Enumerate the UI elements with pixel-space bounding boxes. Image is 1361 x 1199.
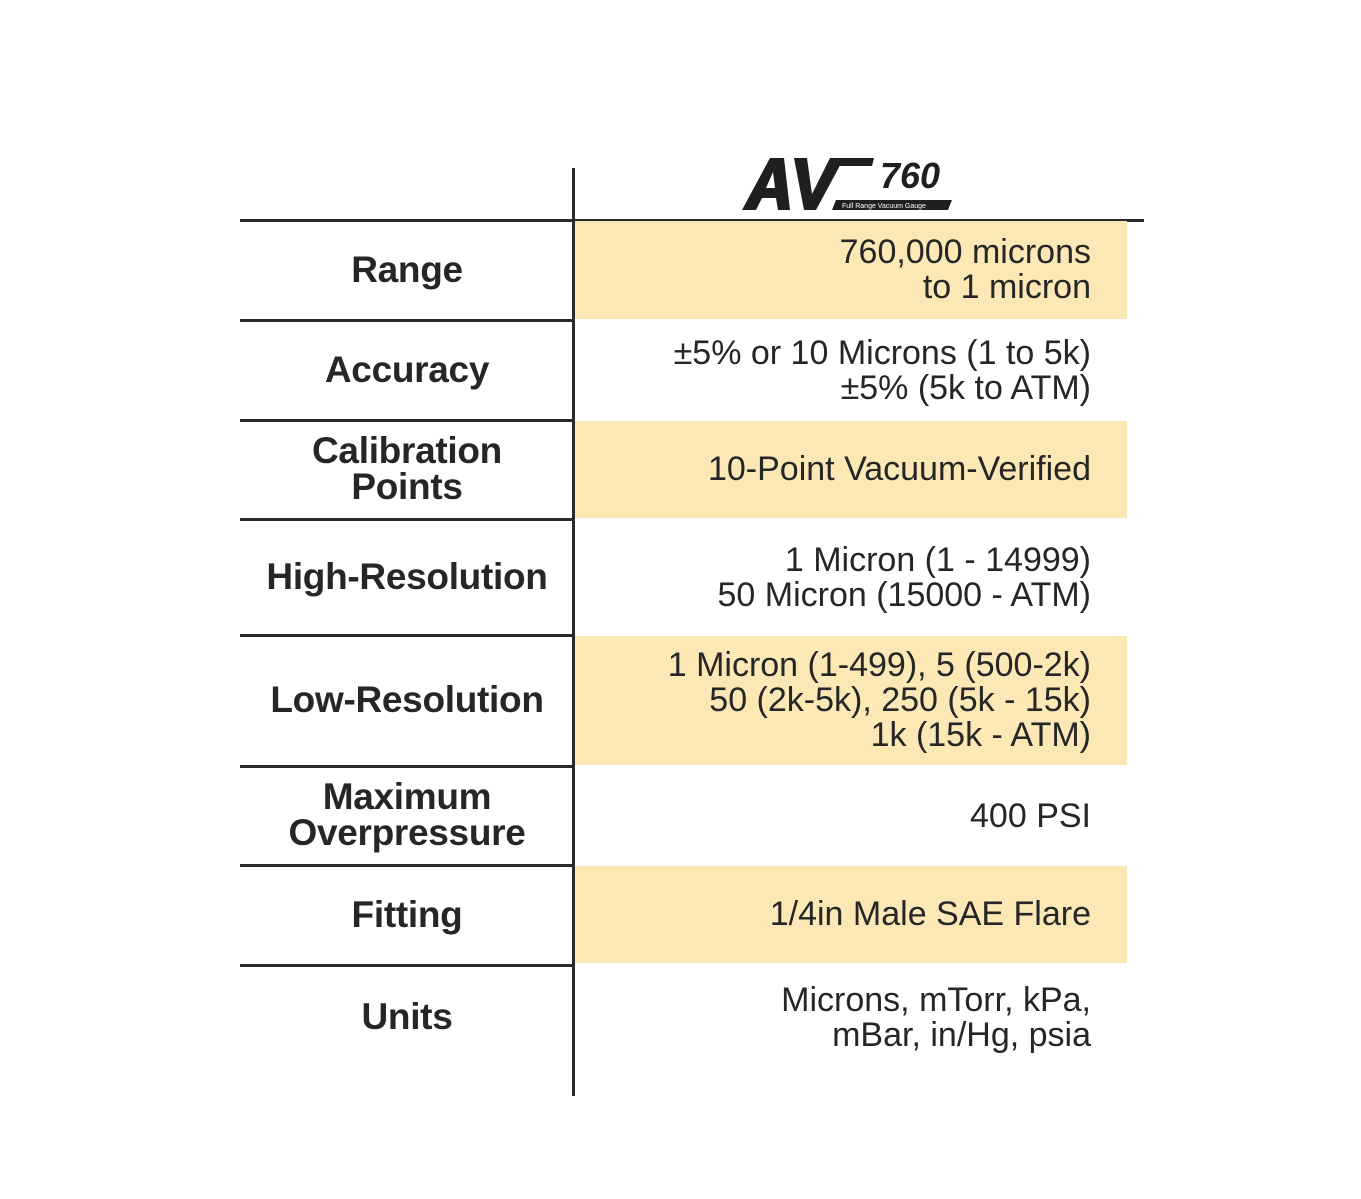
spec-value-text: 1 Micron (1-499), 5 (500-2k) 50 (2k-5k), 250 (5k - 15k) 1k (15k - ATM) — [667, 646, 1091, 754]
spec-value-text: 1 Micron (1 - 14999) 50 Micron (15000 - ATM) — [717, 540, 1091, 614]
spec-value — [575, 321, 1127, 420]
spec-label — [240, 221, 574, 318]
logo-tagline: Full Range Vacuum Gauge — [842, 203, 926, 210]
spec-value-text: ±5% or 10 Microns (1 to 5k) ±5% (5k to ATM) — [673, 333, 1091, 407]
spec-value — [575, 421, 1127, 518]
spec-label — [240, 321, 574, 418]
spec-value — [575, 866, 1127, 963]
spec-label-text: Calibration Points — [312, 430, 502, 507]
spec-label-text: Range — [351, 248, 463, 290]
spec-value — [575, 520, 1127, 635]
av760-logo — [740, 152, 970, 216]
spec-value — [575, 636, 1127, 765]
spec-value-text: 760,000 microns to 1 micron — [839, 233, 1091, 306]
spec-label-text: Maximum Overpressure — [288, 776, 526, 853]
spec-label-text: Units — [361, 996, 453, 1037]
spec-label — [240, 520, 574, 633]
spec-label — [240, 767, 574, 863]
spec-label-text: Fitting — [351, 893, 463, 935]
spec-label — [240, 636, 574, 764]
spec-value-text: 10-Point Vacuum-Verified — [707, 450, 1091, 488]
spec-label — [240, 966, 574, 1068]
spec-label-text: Low-Resolution — [270, 679, 544, 720]
spec-value-text: 1/4in Male SAE Flare — [769, 895, 1091, 933]
spec-label-text: High-Resolution — [266, 555, 548, 597]
spec-value — [575, 221, 1127, 319]
spec-value-text: Microns, mTorr, kPa, mBar, in/Hg, psia — [781, 981, 1091, 1054]
logo-model-number: 760 — [880, 155, 941, 196]
spec-value — [575, 966, 1127, 1070]
spec-value-text: 400 PSI — [970, 796, 1091, 835]
spec-label-text: Accuracy — [324, 348, 490, 390]
spec-value — [575, 767, 1127, 865]
spec-label — [240, 421, 574, 517]
spec-label — [240, 866, 574, 963]
